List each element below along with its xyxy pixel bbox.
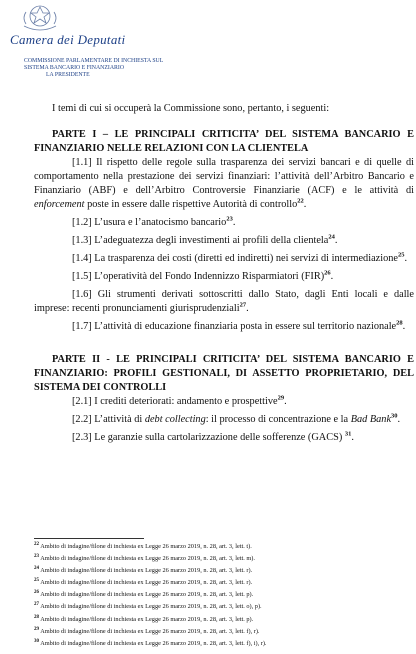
footnote-text: Ambito di indagine/filone di inchiesta ex Legge 26 marzo 2019, n. 28, art. 3, lett. p). bbox=[39, 615, 254, 623]
footnote-number: 29 bbox=[34, 626, 39, 632]
part1-title: PARTE I – LE PRINCIPALI CRITICITA’ DEL SISTEMA BANCARIO E FINANZIARIO NELLE RELAZIONI CON LA CLIENTELA bbox=[34, 129, 414, 154]
footnote-number: 25 bbox=[34, 578, 39, 584]
footnote bbox=[34, 541, 410, 553]
footnote-text: Ambito di indagine/filone di inchiesta ex Legge 26 marzo 2019, n. 28, art. 3, lett. f), i), r). bbox=[39, 639, 267, 647]
item-emphasis: Bad Bank bbox=[350, 414, 392, 425]
footnote-ref[interactable]: 22 bbox=[297, 197, 304, 205]
part2-title: PARTE II - LE PRINCIPALI CRITICITA’ DEL SISTEMA BANCARIO E FINANZIARIO: PROFILI GESTIONALI, DI ASSETTO PROPRIETARIO, DEL SISTEMA DEI CONTROLLI bbox=[34, 354, 414, 393]
item-1-1: [1.1] Il rispetto delle regole sulla trasparenza dei servizi bancari e di quelle di comportamento nella prestazione dei servizi finanziari: l’attività dell’Arbitro Bancario e Finanziario (ABF) e dell’Arbitro Controversie Finanziarie (ACF) e le attività di enforcement poste in essere dalle rispettive Autorità di controllo$^{22}$. bbox=[34, 157, 414, 210]
item-1-4: [1.4] La trasparenza dei costi (diretti ed indiretti) nei servizi di intermediazione$^{25}$. bbox=[72, 251, 408, 264]
item-2-2: [2.2] L’attività di debt collecting: il processo di concentrazione e la Bad Bank$^{30}$. bbox=[72, 412, 401, 425]
commission-line: COMMISSIONE PARLAMENTARE DI INCHIESTA SUL bbox=[24, 58, 164, 64]
item-text: poste in essere dalle rispettive Autorità di controllo bbox=[84, 199, 298, 210]
footnote-ref[interactable]: 26 bbox=[324, 269, 331, 277]
footnote bbox=[34, 577, 410, 589]
footnote-ref[interactable]: 28 bbox=[396, 319, 403, 327]
item-emphasis: debt collecting bbox=[144, 414, 206, 425]
footnote-ref[interactable]: 23 bbox=[226, 215, 233, 223]
item-text: [1.2] L’usura e l’anatocismo bancario bbox=[72, 217, 227, 228]
item-1-5: [1.5] L’operatività del Fondo Indennizzo Risparmiatori (FIR)$^{26}$. bbox=[72, 269, 334, 282]
item-text: [1.3] L’adeguatezza degli investimenti ai profili della clientela bbox=[72, 235, 329, 246]
footnote bbox=[34, 589, 410, 601]
item-2-3: [2.3] Le garanzie sulla cartolarizzazione delle sofferenze (GACS) $^{31}$. bbox=[72, 430, 354, 443]
footnote-number: 30 bbox=[34, 638, 39, 644]
footnote bbox=[34, 638, 410, 650]
footnote-text: Ambito di indagine/filone di inchiesta ex Legge 26 marzo 2019, n. 28, art. 3, lett. r). bbox=[39, 579, 253, 587]
item-1-7: [1.7] L’attività di educazione finanziaria posta in essere sul territorio nazionale$^{28}$. bbox=[72, 319, 406, 332]
item-text: [2.3] Le garanzie sulla cartolarizzazione delle sofferenze (GACS) bbox=[72, 432, 345, 443]
footnote-text: Ambito di indagine/filone di inchiesta ex Legge 26 marzo 2019, n. 28, art. 3, lett. t). bbox=[39, 543, 252, 550]
footnote-ref[interactable]: 24 bbox=[328, 233, 335, 241]
footnotes bbox=[34, 541, 410, 650]
footnote-number: 28 bbox=[34, 614, 39, 620]
item-1-3: [1.3] L’adeguatezza degli investimenti ai profili della clientela$^{24}$. bbox=[72, 233, 338, 246]
item-text: : il processo di concentrazione e la bbox=[205, 414, 351, 425]
item-1-6: [1.6] Gli strumenti derivati sottoscritti dallo Stato, dagli Enti locali e dalle imprese: recenti pronunciamenti giurisprudenziali$^{27}$. bbox=[34, 289, 414, 314]
footnote-ref[interactable]: 25 bbox=[397, 251, 405, 259]
republic-emblem-icon bbox=[16, 4, 64, 32]
commission-name bbox=[24, 58, 163, 79]
item-text: [2.1] I crediti deteriorati: andamento e prospettive bbox=[72, 396, 278, 407]
footnote-text: Ambito di indagine/filone di inchiesta ex Legge 26 marzo 2019, n. 28, art. 3, lett. p). bbox=[39, 591, 254, 599]
item-2-1: [2.1] I crediti deteriorati: andamento e prospettive$^{29}$. bbox=[72, 394, 287, 407]
item-text: [2.2] L’attività di bbox=[72, 414, 145, 425]
item-emphasis: enforcement bbox=[34, 199, 85, 210]
commission-line: SISTEMA BANCARIO E FINANZIARIO bbox=[24, 65, 124, 71]
commission-line: LA PRESIDENTE bbox=[46, 72, 90, 78]
footnote-text: Ambito di indagine/filone di inchiesta ex Legge 26 marzo 2019, n. 28, art. 3, lett. f), r). bbox=[39, 627, 260, 635]
footnote bbox=[34, 553, 410, 565]
footnote-ref[interactable]: 29 bbox=[277, 394, 285, 402]
footnote-number: 26 bbox=[34, 590, 39, 596]
footnote-ref[interactable]: 27 bbox=[239, 301, 247, 309]
document-body bbox=[34, 102, 414, 445]
footnote-ref[interactable]: 30 bbox=[391, 412, 398, 420]
footnote-ref[interactable]: 31 bbox=[344, 430, 352, 438]
footnote-number: 23 bbox=[34, 554, 39, 559]
footnote-number: 27 bbox=[34, 602, 39, 608]
intro-paragraph: I temi di cui si occuperà la Commissione sono, pertanto, i seguenti: bbox=[52, 103, 330, 114]
footnote-text: Ambito di indagine/filone di inchiesta ex Legge 26 marzo 2019, n. 28, art. 3, lett. m). bbox=[39, 555, 255, 563]
item-text: [1.6] Gli strumenti derivati sottoscritti dallo Stato, dagli Enti locali e dalle imprese: recenti pronunciamenti giurisprudenziali bbox=[34, 289, 414, 314]
footnote-separator bbox=[34, 538, 144, 539]
item-text: [1.4] La trasparenza dei costi (diretti ed indiretti) nei servizi di intermediazione bbox=[72, 253, 398, 264]
footnote bbox=[34, 614, 410, 626]
footnote-text: Ambito di indagine/filone di inchiesta ex Legge 26 marzo 2019, n. 28, art. 3, lett. o), p). bbox=[39, 603, 262, 611]
footnote-text: Ambito di indagine/filone di inchiesta ex Legge 26 marzo 2019, n. 28, art. 3, lett. r). bbox=[39, 567, 253, 575]
item-text: [1.7] L’attività di educazione finanziaria posta in essere sul territorio nazionale bbox=[72, 321, 397, 332]
item-text: [1.5] L’operatività del Fondo Indennizzo Risparmiatori (FIR) bbox=[72, 271, 325, 282]
footnote bbox=[34, 565, 410, 577]
footnote-number: 22 bbox=[34, 541, 39, 547]
item-1-2: [1.2] L’usura e l’anatocismo bancario$^{23}$. bbox=[72, 215, 236, 228]
footnote bbox=[34, 626, 410, 638]
footnote bbox=[34, 601, 410, 613]
letterhead bbox=[0, 0, 416, 100]
footnote-number: 24 bbox=[34, 566, 39, 572]
house-name: Camera dei Deputati bbox=[10, 32, 126, 47]
item-text: [1.1] Il rispetto delle regole sulla trasparenza dei servizi bancari e di quelle di comportamento nella prestazione dei servizi finanziari: l’attività dell’Arbitro Bancario e Finanziario (ABF) e dell’Arbitro Controversie Finanziarie (ACF) e le attività di bbox=[34, 157, 414, 196]
